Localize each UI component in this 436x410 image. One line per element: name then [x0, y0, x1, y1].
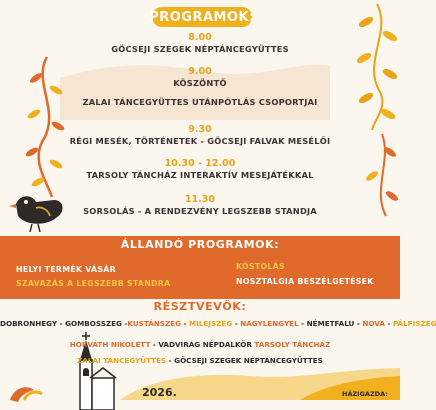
participant-name: -: [121, 319, 128, 328]
program-item: [0, 124, 400, 147]
participant-name: PÁLFISZEG: [392, 319, 436, 328]
programs-heading: PROGRAMOK:: [152, 7, 252, 27]
participants-heading: RÉSZTVEVŐK:: [153, 300, 247, 313]
participants-line: [0, 356, 400, 366]
program-time: 11.30: [184, 194, 216, 205]
program-title: GÖCSEJI SZEGEK NÉPTÁNCEGYÜTTES: [111, 44, 289, 54]
permanent-item: SZAVAZÁS A LEGSZEBB STANDRA: [16, 279, 171, 288]
host-label: HÁZIGAZDA:: [342, 390, 388, 398]
participant-name: HORVÁTH NIKOLETT: [69, 340, 151, 349]
participant-name: GÖCSEJI SZEGEK NÉPTÁNCEGYÜTTES: [174, 356, 323, 365]
permanent-item: NOSZTALGIA BESZÉLGETÉSEK: [236, 277, 374, 286]
program-title: SORSOLÁS - A RENDEZVÉNY LEGSZEBB STANDJA: [83, 206, 317, 216]
event-year: 2026.: [142, 386, 177, 399]
program-time: 9.00: [188, 66, 212, 77]
program-item: [0, 32, 400, 55]
participant-name: -: [150, 340, 159, 349]
participant-name: NAGYLENGYEL: [240, 319, 299, 328]
program-time: 8.00: [188, 32, 212, 43]
program-time: 9.30: [188, 124, 212, 135]
participant-name: KUSTÁNSZEG: [127, 319, 181, 328]
program-title: ZALAI TÁNCEGYÜTTES UTÁNPÓTLÁS CSOPORTJAI: [82, 97, 318, 107]
participant-name: -: [232, 319, 241, 328]
program-title: KÖSZÖNTŐ: [173, 78, 227, 88]
participant-name: MILEJSZEG: [188, 319, 233, 328]
participant-name: NOVA: [362, 319, 385, 328]
permanent-item: HELYI TERMÉK VÁSÁR: [16, 265, 116, 274]
participant-name: -: [298, 319, 307, 328]
program-item: [0, 66, 400, 89]
participant-name: -: [354, 319, 363, 328]
program-item: [0, 158, 400, 181]
program-time: 10.30 - 12.00: [164, 158, 236, 169]
participant-name: TARSOLY TÁNCHÁZ: [254, 340, 331, 349]
participants-line: [0, 340, 400, 350]
participant-name: -: [57, 319, 66, 328]
participant-name: -: [384, 319, 393, 328]
permanent-programs-heading: ÁLLANDÓ PROGRAMOK:: [120, 238, 280, 251]
participants-line: [0, 319, 436, 329]
program-item: [0, 97, 400, 108]
participant-name: DOBRONHEGY: [0, 319, 58, 328]
permanent-item: KÓSTOLÁS: [236, 262, 285, 271]
folk-flower-bottom-left-icon: [4, 372, 44, 402]
participant-name: ZALAI TÁNCEGYÜTTES: [77, 356, 167, 365]
program-title: TARSOLY TÁNCHÁZ INTERAKTÍV MESEJÁTÉKKAL: [86, 170, 314, 180]
participant-name: NÉMETFALU: [306, 319, 355, 328]
participant-name: GOMBOSSZEG: [65, 319, 122, 328]
program-title: RÉGI MESÉK, TÖRTÉNETEK - GÖCSEJI FALVAK MESÉLŐI: [69, 136, 331, 146]
participant-name: -: [180, 319, 189, 328]
program-item: [0, 194, 400, 217]
participant-name: -: [166, 356, 175, 365]
participant-name: VADVIRÁG NÉPDALKÖR: [158, 340, 252, 349]
